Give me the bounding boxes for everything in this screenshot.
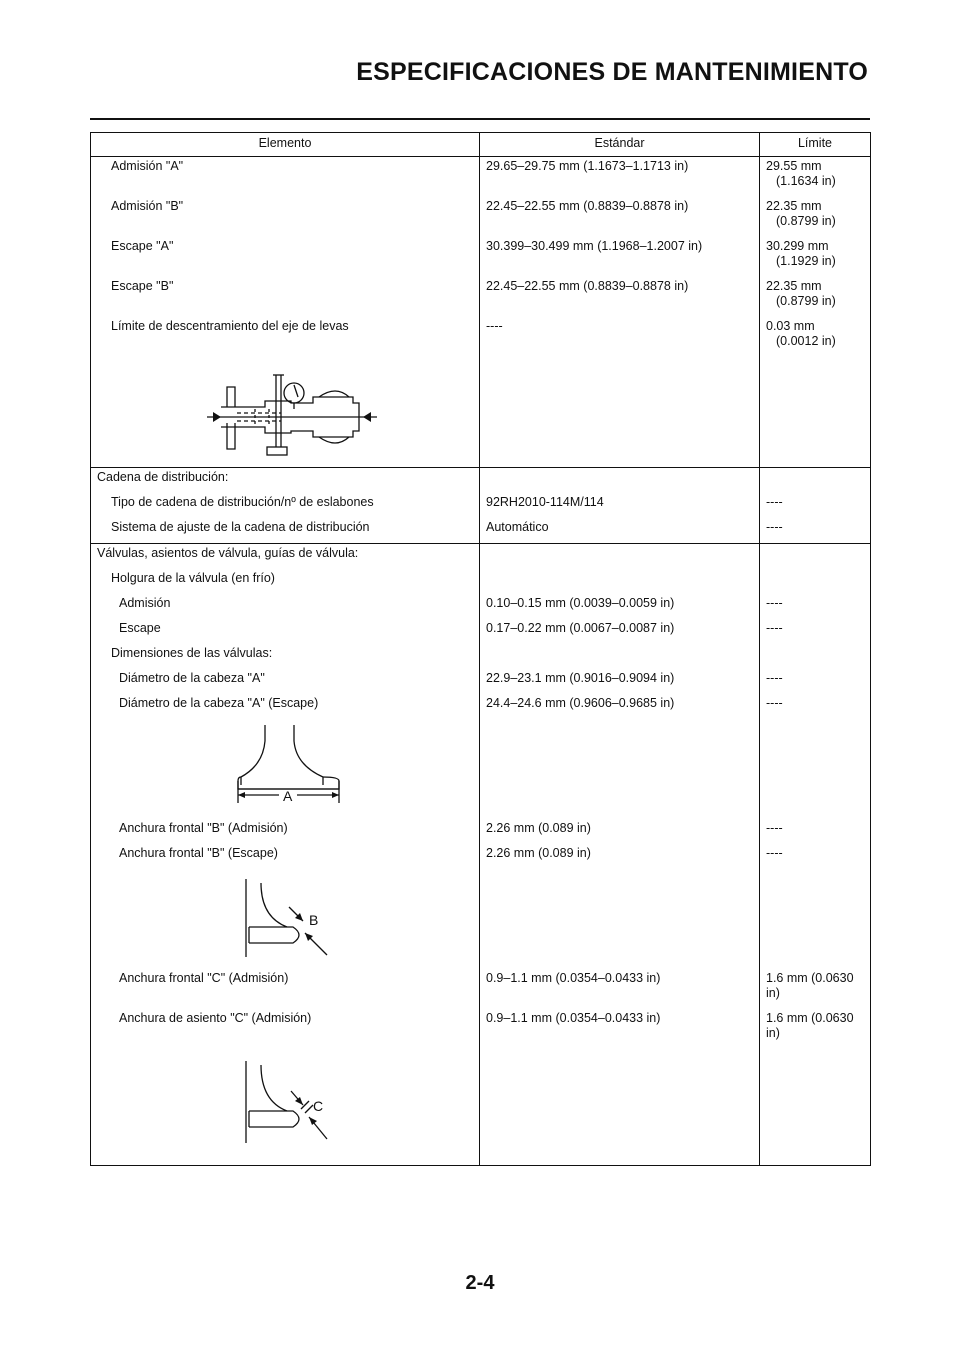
standard-cell: 0.10–0.15 mm (0.0039–0.0059 in) <box>480 594 760 619</box>
valve-seat-width-figure <box>91 1049 480 1165</box>
limit-cell: ---- <box>760 594 871 619</box>
figure-row <box>91 719 871 819</box>
table-row <box>91 694 871 719</box>
standard-cell: 22.9–23.1 mm (0.9016–0.9094 in) <box>480 669 760 694</box>
limit-cell: 22.35 mm (0.8799 in) <box>760 277 871 317</box>
table-row <box>91 669 871 694</box>
table-row <box>91 197 871 237</box>
title-rule <box>90 118 870 120</box>
item-cell: Admisión "B" <box>91 197 480 237</box>
table-row <box>91 819 871 844</box>
spec-table <box>90 132 871 1166</box>
table-row <box>91 594 871 619</box>
standard-cell: 22.45–22.55 mm (0.8839–0.8878 in) <box>480 197 760 237</box>
item-cell: Admisión <box>91 594 480 619</box>
item-cell: Admisión "A" <box>91 157 480 198</box>
table-row <box>91 277 871 317</box>
standard-cell: 24.4–24.6 mm (0.9606–0.9685 in) <box>480 694 760 719</box>
table-row <box>91 237 871 277</box>
page-number: 2-4 <box>465 1272 495 1294</box>
label-b: B <box>309 912 319 928</box>
standard-cell: 92RH2010-114M/114 <box>480 493 760 518</box>
standard-cell: 22.45–22.55 mm (0.8839–0.8878 in) <box>480 277 760 317</box>
standard-cell: 2.26 mm (0.089 in) <box>480 819 760 844</box>
standard-cell: 29.65–29.75 mm (1.1673–1.1713 in) <box>480 157 760 198</box>
table-row <box>91 569 871 594</box>
table-row <box>91 317 871 357</box>
standard-cell: 0.17–0.22 mm (0.0067–0.0087 in) <box>480 619 760 644</box>
table-row <box>91 619 871 644</box>
item-cell: Sistema de ajuste de la cadena de distribución <box>91 518 480 544</box>
page-title: ESPECIFICACIONES DE MANTENIMIENTO <box>356 58 868 86</box>
figure-row <box>91 357 871 468</box>
standard-cell: 30.399–30.499 mm (1.1968–1.2007 in) <box>480 237 760 277</box>
item-cell: Anchura frontal "B" (Admisión) <box>91 819 480 844</box>
limit-cell: ---- <box>760 493 871 518</box>
table-row <box>91 544 871 570</box>
section-heading: Cadena de distribución: <box>91 468 480 494</box>
table-row <box>91 493 871 518</box>
valve-face-width-figure <box>91 869 480 969</box>
limit-cell: 0.03 mm (0.0012 in) <box>760 317 871 357</box>
item-cell: Escape "A" <box>91 237 480 277</box>
item-cell: Anchura de asiento "C" (Admisión) <box>91 1009 480 1049</box>
limit-cell: ---- <box>760 844 871 869</box>
column-header-element: Elemento <box>91 133 480 157</box>
table-row <box>91 644 871 669</box>
limit-cell: 29.55 mm (1.1634 in) <box>760 157 871 198</box>
item-cell: Anchura frontal "C" (Admisión) <box>91 969 480 1009</box>
column-header-standard: Estándar <box>480 133 760 157</box>
limit-cell: ---- <box>760 694 871 719</box>
item-cell: Tipo de cadena de distribución/nº de eslabones <box>91 493 480 518</box>
valve-head-diameter-figure <box>91 719 480 819</box>
table-header-row <box>91 133 871 157</box>
limit-cell: ---- <box>760 819 871 844</box>
table-row <box>91 1009 871 1049</box>
standard-cell: 2.26 mm (0.089 in) <box>480 844 760 869</box>
limit-cell: 22.35 mm (0.8799 in) <box>760 197 871 237</box>
label-c: C <box>313 1098 324 1114</box>
limit-cell: ---- <box>760 518 871 544</box>
item-cell: Diámetro de la cabeza "A" (Escape) <box>91 694 480 719</box>
figure-row <box>91 1049 871 1166</box>
standard-cell: 0.9–1.1 mm (0.0354–0.0433 in) <box>480 969 760 1009</box>
section-heading: Válvulas, asientos de válvula, guías de válvula: <box>91 544 480 570</box>
table-row <box>91 518 871 544</box>
subsection-heading: Holgura de la válvula (en frío) <box>91 569 480 594</box>
limit-cell: 1.6 mm (0.0630 in) <box>760 969 871 1009</box>
item-cell: Anchura frontal "B" (Escape) <box>91 844 480 869</box>
standard-cell: ---- <box>480 317 760 357</box>
standard-cell: 0.9–1.1 mm (0.0354–0.0433 in) <box>480 1009 760 1049</box>
item-cell: Límite de descentramiento del eje de levas <box>91 317 480 357</box>
limit-cell: 30.299 mm (1.1929 in) <box>760 237 871 277</box>
table-row <box>91 157 871 198</box>
camshaft-runout-figure <box>91 357 480 467</box>
table-row <box>91 969 871 1009</box>
table-row <box>91 468 871 494</box>
item-cell: Escape "B" <box>91 277 480 317</box>
figure-row <box>91 869 871 969</box>
column-header-limit: Límite <box>760 133 871 157</box>
standard-cell: Automático <box>480 518 760 544</box>
label-a: A <box>283 788 293 804</box>
table-row <box>91 844 871 869</box>
limit-cell: ---- <box>760 669 871 694</box>
item-cell: Diámetro de la cabeza "A" <box>91 669 480 694</box>
limit-cell: ---- <box>760 619 871 644</box>
subsection-heading: Dimensiones de las válvulas: <box>91 644 480 669</box>
item-cell: Escape <box>91 619 480 644</box>
limit-cell: 1.6 mm (0.0630 in) <box>760 1009 871 1049</box>
